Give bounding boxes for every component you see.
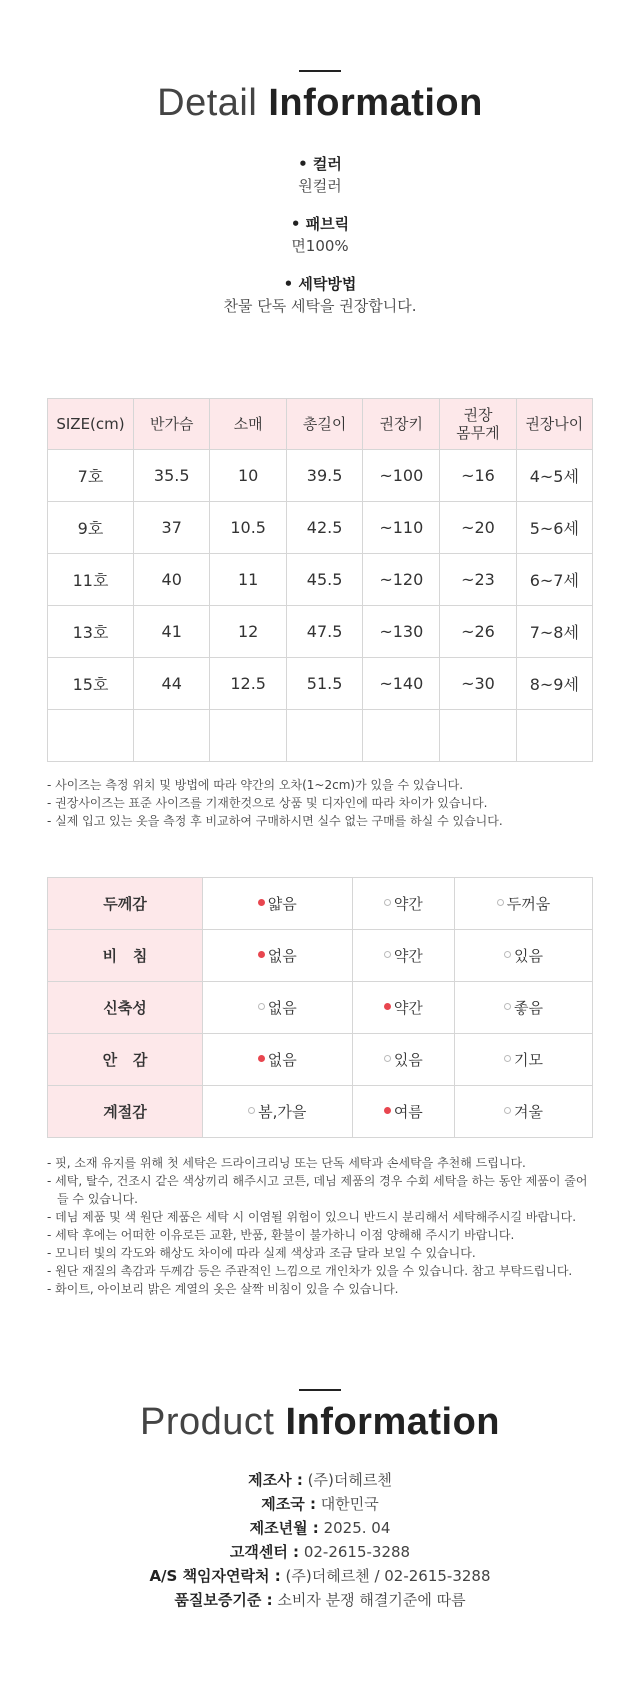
product-divider [299,1389,341,1391]
size-header-cell: 권장키 [363,399,440,450]
empty-dot-icon [248,1107,255,1114]
size-note: - 권장사이즈는 표준 사이즈를 기재한것으로 상품 및 디자인에 따라 차이가 있습니다. [47,796,488,810]
care-note: - 데님 제품 및 색 원단 제품은 세탁 시 이염될 위험이 있으니 반드시 분리해서 세탁해주시길 바랍니다. [47,1210,577,1224]
empty-dot-icon [504,951,511,958]
size-note: - 사이즈는 측정 위치 및 방법에 따라 약간의 오차(1~2cm)가 있을 수 있습니다. [47,778,464,792]
feel-label: 안 감 [48,1034,203,1086]
size-cell: 7~8세 [516,606,592,658]
feel-row [48,1086,593,1138]
feel-option [203,930,353,982]
detail-divider [299,70,341,72]
size-cell: 4~5세 [516,450,592,502]
feel-option [203,878,353,930]
size-cell: ~23 [440,554,516,606]
size-header-cell: 권장 몸무게 [440,399,516,450]
product-info-value: 소비자 분쟁 해결기준에 따름 [277,1591,466,1609]
size-cell: 39.5 [286,450,362,502]
care-note: - 화이트, 아이보리 밝은 계열의 옷은 살짝 비침이 있을 수 있습니다. [47,1282,399,1296]
spec-label: • 컬러 [298,155,342,173]
empty-dot-icon [504,1107,511,1114]
selected-dot-icon [384,1107,391,1114]
spec-item [0,153,640,197]
size-header-cell: 총길이 [286,399,362,450]
size-cell: ~120 [363,554,440,606]
selected-dot-icon [258,899,265,906]
care-note: - 세탁 후에는 어떠한 이유로든 교환, 반품, 환불이 불가하니 이점 양해해 주시기 바랍니다. [47,1228,515,1242]
size-row [48,606,593,658]
size-cell: ~26 [440,606,516,658]
size-cell: ~110 [363,502,440,554]
size-cell [134,710,210,762]
spec-label: • 패브릭 [290,215,350,233]
size-cell: ~140 [363,658,440,710]
care-note: - 원단 재질의 촉감과 두께감 등은 주관적인 느낌으로 개인차가 있을 수 있습니다. 참고 부탁드립니다. [47,1264,573,1278]
size-section [0,398,640,830]
size-row [48,710,593,762]
size-cell: 13호 [48,606,134,658]
feel-option [203,1086,353,1138]
size-cell: ~16 [440,450,516,502]
size-cell: ~30 [440,658,516,710]
empty-dot-icon [384,1055,391,1062]
size-cell [363,710,440,762]
feel-option-text: 기모 [514,1051,544,1069]
care-note: - 세탁, 탈수, 건조시 같은 색상끼리 해주시고 코튼, 데님 제품의 경우 수회 세탁을 하는 동안 제품이 줄어들 수 있습니다. [47,1174,588,1206]
spec-label: • 세탁방법 [283,275,357,293]
size-cell: 11호 [48,554,134,606]
feel-option-text: 겨울 [514,1103,544,1121]
feel-option-text: 봄,가을 [258,1103,307,1121]
size-cell: 6~7세 [516,554,592,606]
feel-label: 비 침 [48,930,203,982]
product-heading-light: Product [139,1401,275,1443]
empty-dot-icon [384,951,391,958]
product-info-key: 고객센터 : [229,1543,300,1561]
feel-label: 두께감 [48,878,203,930]
detail-heading-bold: Information [268,82,483,124]
size-cell: 47.5 [286,606,362,658]
size-row [48,554,593,606]
feel-option-text: 없음 [267,947,297,965]
empty-dot-icon [504,1055,511,1062]
size-cell: 35.5 [134,450,210,502]
size-cell: 15호 [48,658,134,710]
product-info-item [0,1516,640,1540]
product-info-item [0,1468,640,1492]
feel-option-text: 있음 [514,947,544,965]
size-cell: 45.5 [286,554,362,606]
size-cell: 10 [210,450,286,502]
feel-option [352,930,455,982]
size-cell: 12 [210,606,286,658]
selected-dot-icon [384,1003,391,1010]
feel-row [48,878,593,930]
feel-option [352,1034,455,1086]
feel-option-text: 약간 [393,895,423,913]
feel-option-text: 두꺼움 [506,895,551,913]
size-row [48,502,593,554]
feel-option-text: 없음 [267,1051,297,1069]
feel-option [455,982,593,1034]
product-info-list [0,1468,640,1612]
feel-option-text: 좋음 [514,999,544,1017]
feel-option [455,930,593,982]
feel-option-text: 약간 [393,999,423,1017]
feel-option [203,1034,353,1086]
selected-dot-icon [258,951,265,958]
product-info-value: (주)더헤르첸 / 02-2615-3288 [285,1567,491,1585]
size-cell: 40 [134,554,210,606]
size-cell: 7호 [48,450,134,502]
size-note: - 실제 입고 있는 옷을 측정 후 비교하여 구매하시면 실수 없는 구매를 하실 수 있습니다. [47,814,503,828]
product-info-key: 제조년월 : [249,1519,319,1537]
product-info-item [0,1492,640,1516]
feel-label: 계절감 [48,1086,203,1138]
product-info-item [0,1564,640,1588]
feel-row [48,1034,593,1086]
feel-option-text: 약간 [393,947,423,965]
feel-option-text: 있음 [393,1051,423,1069]
feel-section [0,877,640,1298]
feel-option [455,1034,593,1086]
size-cell: ~20 [440,502,516,554]
size-cell [210,710,286,762]
product-heading [0,1401,640,1444]
spec-value: 원컬러 [298,177,342,195]
size-cell: ~100 [363,450,440,502]
feel-table [47,877,593,1138]
size-cell: 42.5 [286,502,362,554]
size-row [48,450,593,502]
product-info-key: A/S 책임자연락처 : [149,1567,281,1585]
detail-heading-light: Detail [157,82,258,124]
spec-value: 면100% [291,237,349,255]
product-info-value: (주)더헤르첸 [307,1471,392,1489]
size-cell [440,710,516,762]
product-info-value: 대한민국 [320,1495,379,1513]
feel-option-text: 없음 [267,999,297,1017]
feel-option [352,1086,455,1138]
size-cell: 51.5 [286,658,362,710]
size-cell [516,710,592,762]
size-cell: 41 [134,606,210,658]
spec-list [0,153,640,317]
size-header-cell: 권장나이 [516,399,592,450]
feel-option [455,1086,593,1138]
feel-row [48,982,593,1034]
feel-row [48,930,593,982]
selected-dot-icon [258,1055,265,1062]
feel-option [203,982,353,1034]
product-info-value: 02-2615-3288 [303,1543,411,1561]
product-info-item [0,1540,640,1564]
size-table-body [48,450,593,762]
feel-option [352,878,455,930]
care-note: - 핏, 소재 유지를 위해 첫 세탁은 드라이크리닝 또는 단독 세탁과 손세탁을 추천해 드립니다. [47,1156,526,1170]
feel-option [455,878,593,930]
empty-dot-icon [497,899,504,906]
size-table [47,398,593,762]
feel-option-text: 얇음 [267,895,297,913]
feel-option [352,982,455,1034]
feel-option-text: 여름 [393,1103,423,1121]
size-header-cell: 반가슴 [134,399,210,450]
product-info-item [0,1588,640,1612]
spec-item [0,273,640,317]
empty-dot-icon [504,1003,511,1010]
size-cell: ~130 [363,606,440,658]
size-cell: 12.5 [210,658,286,710]
detail-section [0,70,640,333]
care-notes [47,1154,593,1298]
size-header-cell: 소매 [210,399,286,450]
product-info-key: 제조국 : [261,1495,316,1513]
size-row [48,658,593,710]
size-header-cell: SIZE(cm) [48,399,134,450]
size-cell: 37 [134,502,210,554]
size-cell: 10.5 [210,502,286,554]
product-info-key: 품질보증기준 : [174,1591,273,1609]
detail-heading [0,82,640,125]
product-section [0,1389,640,1612]
size-cell: 44 [134,658,210,710]
size-cell: 8~9세 [516,658,592,710]
spec-item [0,213,640,257]
empty-dot-icon [384,899,391,906]
empty-dot-icon [258,1003,265,1010]
size-cell: 11 [210,554,286,606]
product-info-key: 제조사 : [248,1471,303,1489]
size-cell [48,710,134,762]
product-heading-bold: Information [285,1401,500,1443]
size-cell [286,710,362,762]
size-cell: 9호 [48,502,134,554]
size-table-header [48,399,593,450]
size-cell: 5~6세 [516,502,592,554]
care-note: - 모니터 빛의 각도와 해상도 차이에 따라 실제 색상과 조금 달라 보일 수 있습니다. [47,1246,476,1260]
product-info-value: 2025. 04 [323,1519,391,1537]
size-notes [47,776,593,830]
spec-value: 찬물 단독 세탁을 권장합니다. [223,297,417,315]
feel-label: 신축성 [48,982,203,1034]
